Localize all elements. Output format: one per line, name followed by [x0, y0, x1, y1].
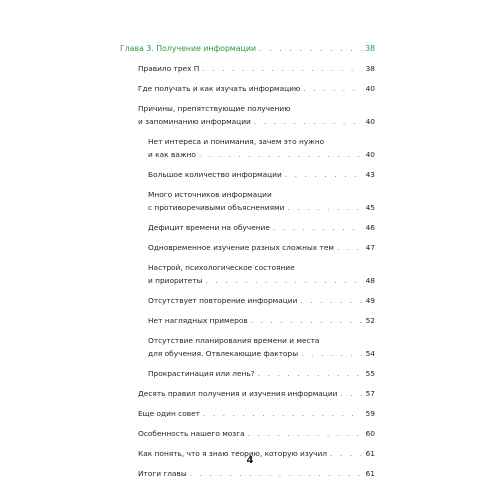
toc-entry-title: Настрой, психологическое состояние: [148, 263, 295, 272]
toc-entry-title: Отсутствие планирования времени и места: [148, 336, 320, 345]
toc-entry[interactable]: [148, 168, 375, 181]
toc-page-number: 61: [365, 449, 375, 458]
toc-entry-title: и запоминанию информации: [138, 117, 251, 126]
toc-entry-title: Причины, препятствующие получению: [138, 104, 291, 113]
toc-entry-title: Где получать и как изучать информацию: [138, 84, 301, 93]
toc-page-number: 43: [365, 170, 375, 179]
toc-page-number: 61: [365, 469, 375, 478]
toc-entry-title: Еще один совет: [138, 409, 200, 418]
toc-page-number: 40: [365, 150, 375, 159]
dot-leader: [285, 168, 362, 181]
toc-entry[interactable]: [148, 241, 375, 254]
dot-leader: [259, 42, 362, 55]
toc-page-number: 57: [365, 389, 375, 398]
toc-entry[interactable]: [148, 294, 375, 307]
toc-entry[interactable]: [148, 261, 375, 287]
toc-page-number: 48: [365, 276, 375, 285]
toc-entry[interactable]: [138, 102, 375, 128]
toc-page-number: 38: [365, 64, 375, 73]
dot-leader: [273, 221, 362, 234]
toc-entry[interactable]: [138, 427, 375, 440]
toc-entry-title: Итоги главы: [138, 469, 187, 478]
dot-leader: [206, 274, 363, 287]
toc-page-number: 38: [365, 44, 375, 53]
toc-page-number: 52: [365, 316, 375, 325]
toc-entry[interactable]: [148, 135, 375, 161]
page-number: 4: [246, 455, 254, 466]
dot-leader: [254, 115, 362, 128]
toc-entry[interactable]: [148, 334, 375, 360]
dot-leader: [301, 347, 362, 360]
toc-entry[interactable]: [138, 82, 375, 95]
dot-leader: [300, 294, 362, 307]
toc-entry[interactable]: [138, 387, 375, 400]
toc-entry-title: Нет интереса и понимания, зачем это нужно: [148, 137, 325, 146]
toc-page-number: 59: [365, 409, 375, 418]
dot-leader: [202, 62, 362, 75]
toc-entry-title: и как важно: [148, 150, 196, 159]
dot-leader: [251, 314, 362, 327]
toc-entry[interactable]: [148, 188, 375, 214]
toc-entry[interactable]: [138, 407, 375, 420]
toc-page-number: 60: [365, 429, 375, 438]
toc-entry-title: Особенность нашего мозга: [138, 429, 245, 438]
toc-entry[interactable]: [148, 221, 375, 234]
toc-page-number: 54: [365, 349, 375, 358]
toc-page-number: 55: [365, 369, 375, 378]
dot-leader: [203, 407, 362, 420]
toc-entry-title: Десять правил получения и изучения информации: [138, 389, 338, 398]
toc-entry-title: Правило трех П: [138, 64, 200, 73]
toc-entry-title: Как понять, что я знаю теорию, которую изучил: [138, 449, 328, 458]
toc-page-number: 45: [365, 203, 375, 212]
toc-page-number: 46: [365, 223, 375, 232]
toc-entry-title: с противоречивыми объяснениями: [148, 203, 285, 212]
dot-leader: [340, 387, 362, 400]
toc-entry-title: Дефицит времени на обучение: [148, 223, 270, 232]
dot-leader: [190, 467, 362, 480]
toc-entry-title: Прокрастинация или лень?: [148, 369, 255, 378]
toc-entry[interactable]: [138, 62, 375, 75]
toc-page-number: 47: [365, 243, 375, 252]
toc-entry-title: Нет наглядных примеров: [148, 316, 248, 325]
dot-leader: [258, 367, 362, 380]
dot-leader: [199, 148, 362, 161]
toc-entry-title: Отсутствует повторение информации: [148, 296, 298, 305]
dot-leader: [287, 201, 362, 214]
toc-entry[interactable]: [148, 314, 375, 327]
dot-leader: [303, 82, 362, 95]
dot-leader: [337, 241, 362, 254]
toc-entry-title: Большое количество информации: [148, 170, 282, 179]
toc-entry-title: Глава 3. Получение информации: [120, 44, 257, 53]
toc-page-number: 40: [365, 117, 375, 126]
toc-entry-title: Одновременное изучение разных сложных тем: [148, 243, 334, 252]
toc-chapter-entry[interactable]: [120, 42, 375, 55]
toc-entry-title: Много источников информации: [148, 190, 272, 199]
toc-page-number: 49: [365, 296, 375, 305]
toc-entry-title: и приоритеты: [148, 276, 203, 285]
dot-leader: [248, 427, 362, 440]
toc-entry-title: для обучения. Отвлекающие факторы: [148, 349, 299, 358]
toc-entry[interactable]: [148, 367, 375, 380]
toc-entry[interactable]: [138, 467, 375, 480]
toc-page-number: 40: [365, 84, 375, 93]
